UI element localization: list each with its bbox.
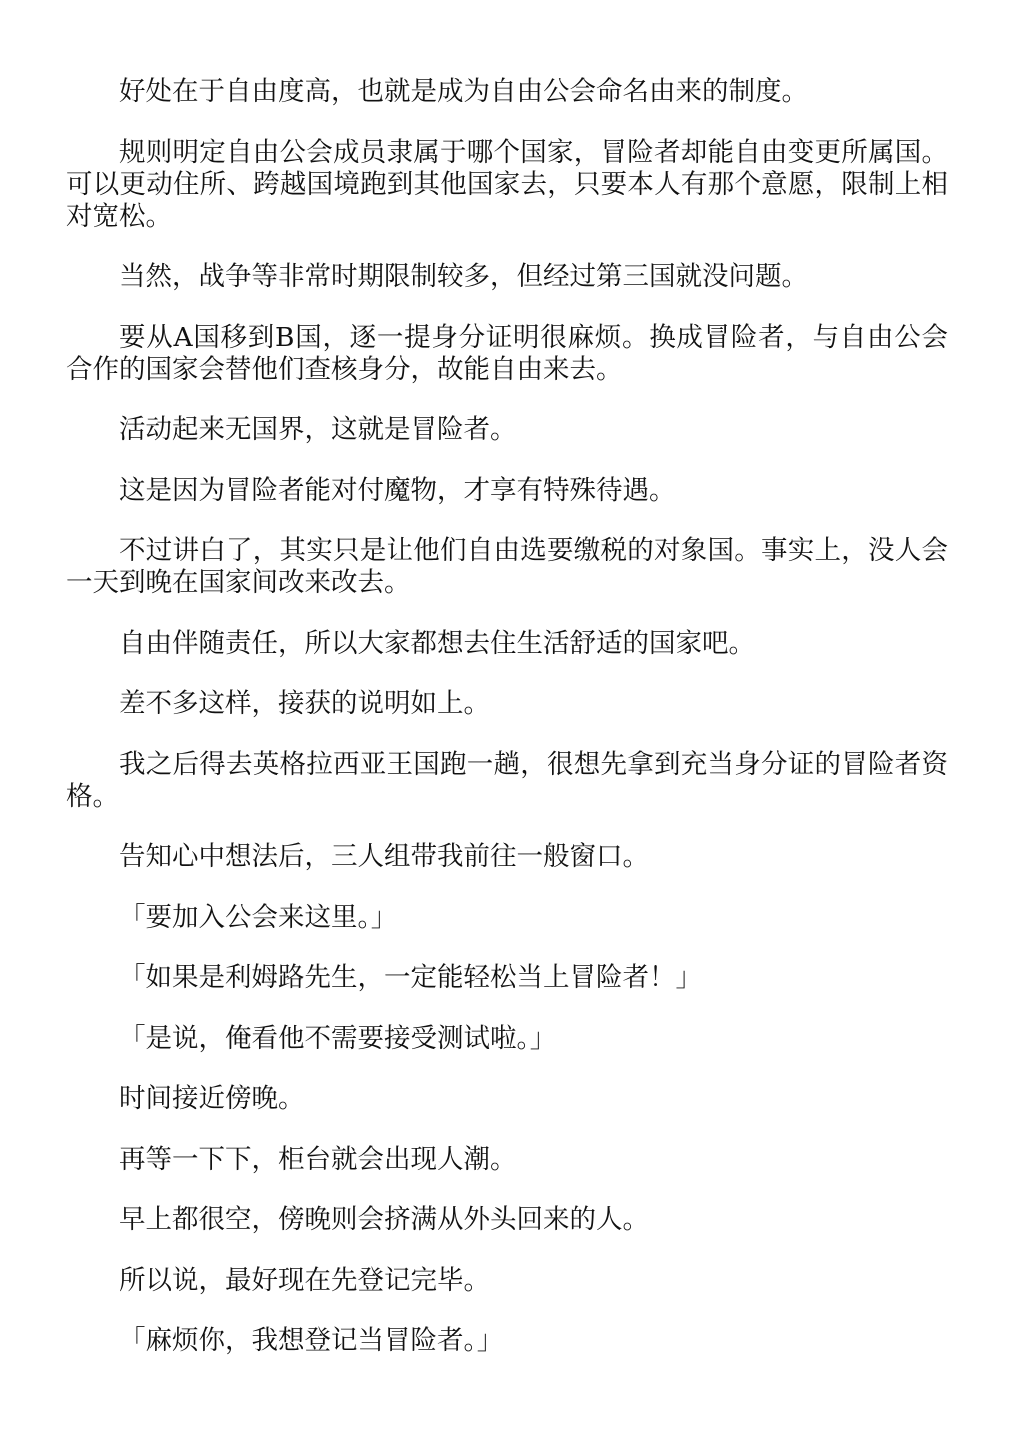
paragraph: 这是因为冒险者能对付魔物，才享有特殊待遇。: [119, 474, 676, 506]
document-page: [66, 76, 948, 1386]
paragraph: 自由伴随责任，所以大家都想去住生活舒适的国家吧。: [119, 627, 755, 659]
dialogue-paragraph: 「是说，俺看他不需要接受测试啦。」: [119, 1022, 557, 1054]
paragraph: 规则明定自由公会成员隶属于哪个国家，冒险者却能自由变更所属国。可以更动住所、跨越国境跑到其他国家去，只要本人有那个意愿，限制上相对宽松。: [66, 136, 948, 232]
paragraph: 所以说，最好现在先登记完毕。: [119, 1264, 490, 1296]
paragraph: 不过讲白了，其实只是让他们自由选要缴税的对象国。事实上，没人会一天到晚在国家间改来改去。: [66, 535, 948, 598]
paragraph: 时间接近傍晚。: [119, 1083, 305, 1114]
paragraph: 早上都很空，傍晚则会挤满从外头回来的人。: [119, 1204, 649, 1235]
paragraph: 好处在于自由度高，也就是成为自由公会命名由来的制度。: [119, 76, 808, 107]
paragraph: 再等一下下，柜台就会出现人潮。: [119, 1143, 517, 1175]
paragraph: 当然，战争等非常时期限制较多，但经过第三国就没问题。: [119, 261, 808, 292]
dialogue-paragraph: 「麻烦你，我想登记当冒险者。」: [119, 1325, 504, 1356]
paragraph: 告知心中想法后，三人组带我前往一般窗口。: [119, 841, 649, 872]
dialogue-paragraph: 「如果是利姆路先生，一定能轻松当上冒险者！」: [119, 962, 702, 993]
paragraph: 我之后得去英格拉西亚王国跑一趟，很想先拿到充当身分证的冒险者资格。: [66, 748, 948, 812]
dialogue-paragraph: 「要加入公会来这里。」: [119, 901, 398, 933]
paragraph: 活动起来无国界，这就是冒险者。: [119, 414, 517, 445]
paragraph: 要从A国移到B国，逐一提身分证明很麻烦。换成冒险者，与自由公会合作的国家会替他们查核身分，故能自由来去。: [66, 321, 948, 385]
paragraph: 差不多这样，接获的说明如上。: [119, 688, 490, 719]
